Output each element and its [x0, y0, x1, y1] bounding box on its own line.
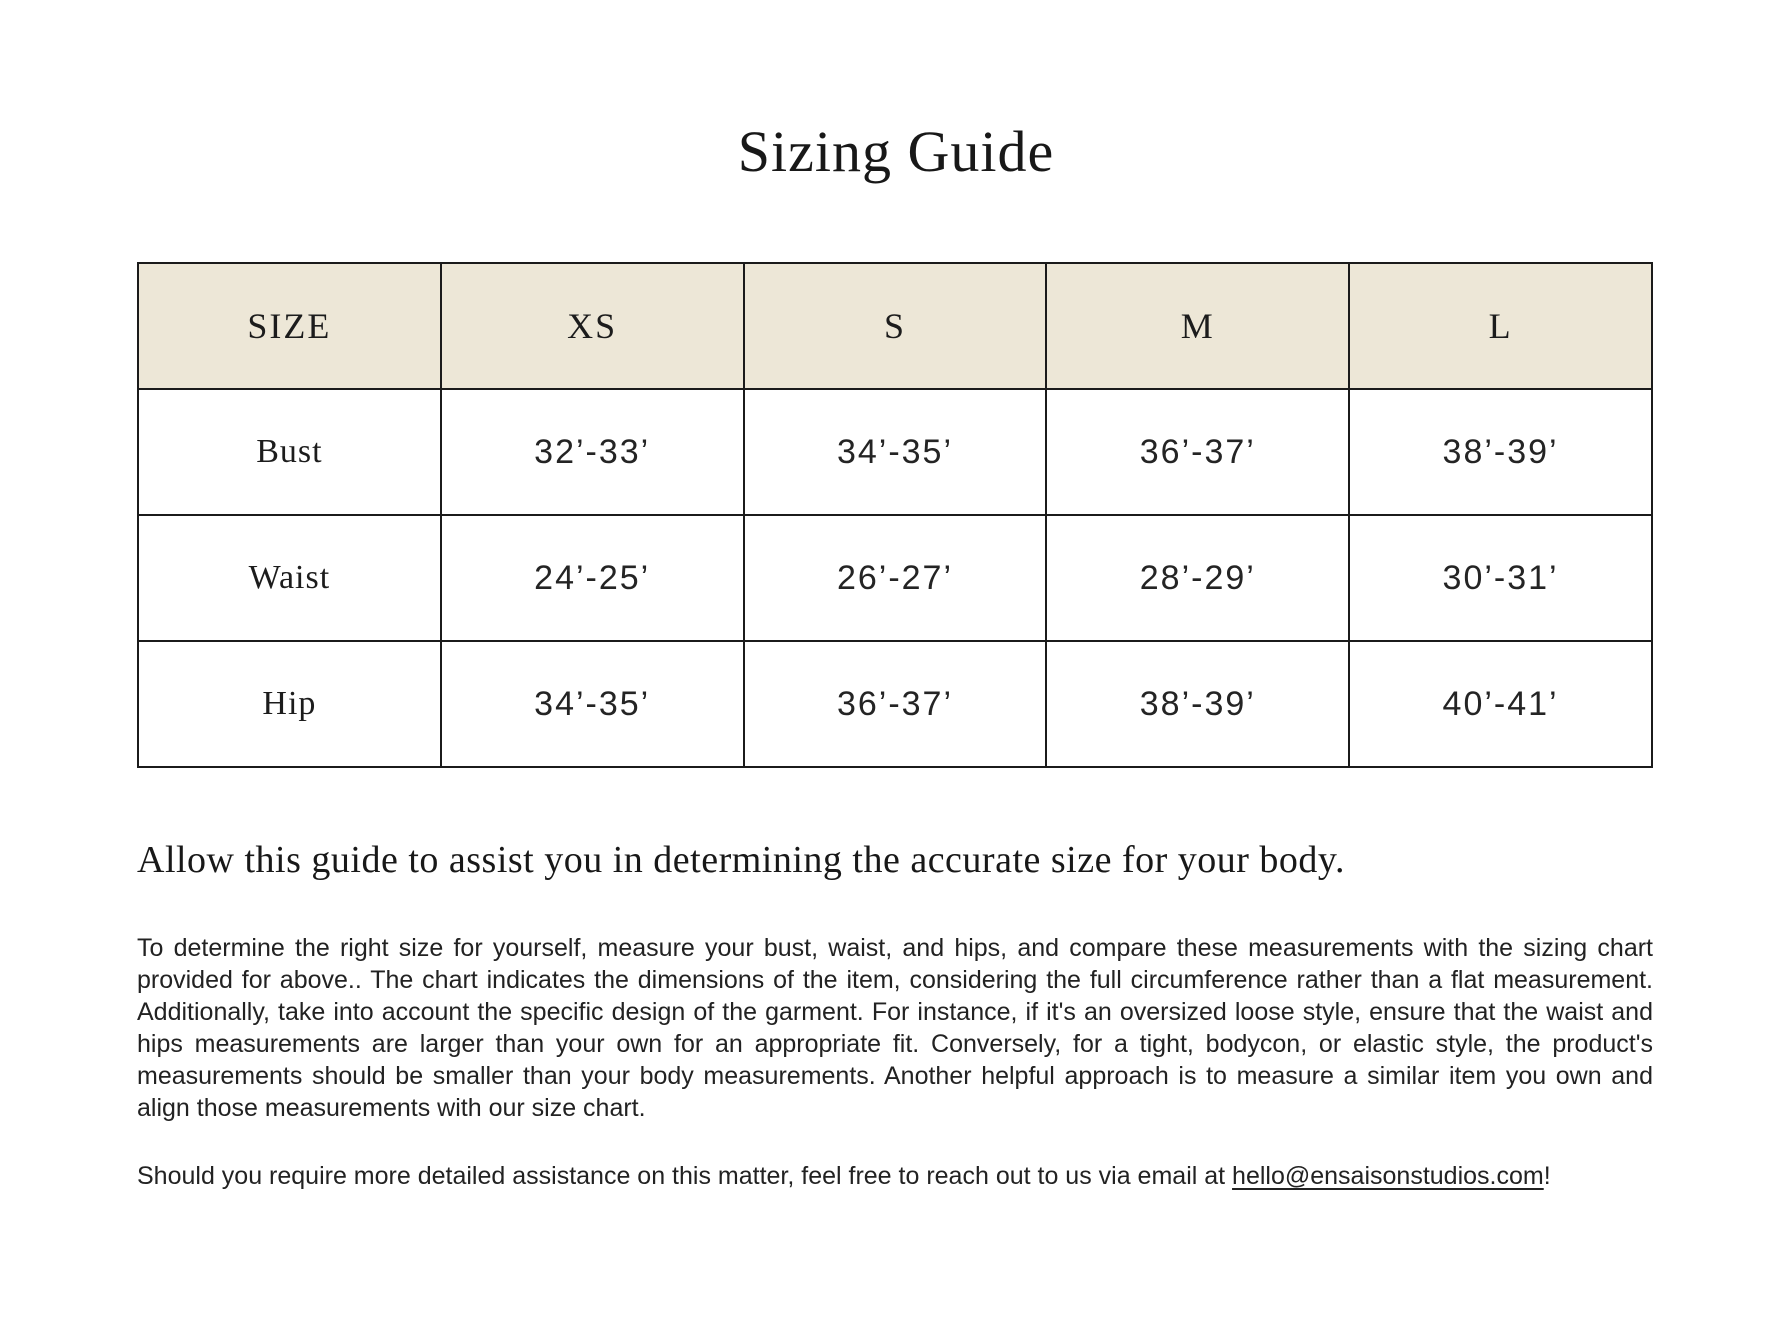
- cell-waist-xs: 24’-25’: [441, 515, 744, 641]
- col-header-xs: XS: [441, 263, 744, 389]
- contact-line: [137, 1160, 1653, 1192]
- row-label-waist: Waist: [138, 515, 441, 641]
- contact-line-suffix: !: [1543, 1162, 1551, 1190]
- cell-waist-l: 30’-31’: [1349, 515, 1652, 641]
- cell-hip-l: 40’-41’: [1349, 641, 1652, 767]
- col-header-l: L: [1349, 263, 1652, 389]
- cell-hip-m: 38’-39’: [1046, 641, 1349, 767]
- table-row-waist: [138, 515, 1652, 641]
- col-header-m: M: [1046, 263, 1349, 389]
- table-row-bust: [138, 389, 1652, 515]
- cell-waist-s: 26’-27’: [744, 515, 1047, 641]
- col-header-size: SIZE: [138, 263, 441, 389]
- cell-bust-m: 36’-37’: [1046, 389, 1349, 515]
- email-link[interactable]: hello@ensaisonstudios.com: [1232, 1162, 1544, 1190]
- cell-bust-s: 34’-35’: [744, 389, 1047, 515]
- table-header-row: [138, 263, 1652, 389]
- guide-subtitle: Allow this guide to assist you in determining the accurate size for your body.: [137, 839, 1345, 881]
- cell-hip-s: 36’-37’: [744, 641, 1047, 767]
- col-header-s: S: [744, 263, 1047, 389]
- row-label-bust: Bust: [138, 389, 441, 515]
- contact-line-prefix: Should you require more detailed assistance on this matter, feel free to reach out to us via email at: [137, 1162, 1233, 1190]
- row-label-hip: Hip: [138, 641, 441, 767]
- page-title: Sizing Guide: [737, 119, 1055, 184]
- cell-bust-l: 38’-39’: [1349, 389, 1652, 515]
- cell-bust-xs: 32’-33’: [441, 389, 744, 515]
- table-row-hip: [138, 641, 1652, 767]
- cell-hip-xs: 34’-35’: [441, 641, 744, 767]
- sizing-instructions-paragraph: To determine the right size for yourself, measure your bust, waist, and hips, and compare these measurements with the sizing chart provided for above.. The chart indicates the dimensions of the item, considering the full circumference rather than a flat measurement. Additionally, take into account the specific design of the garment. For instance, if it's an oversized loose style, ensure that the waist and hips measurements are larger than your own for an appropriate fit. Conversely, for a tight, bodycon, or elastic style, the product's measurements should be smaller than your body measurements. Another helpful approach is to measure a similar item you own and align those measurements with our size chart.: [137, 934, 1653, 1122]
- cell-waist-m: 28’-29’: [1046, 515, 1349, 641]
- size-chart-table: [137, 262, 1653, 768]
